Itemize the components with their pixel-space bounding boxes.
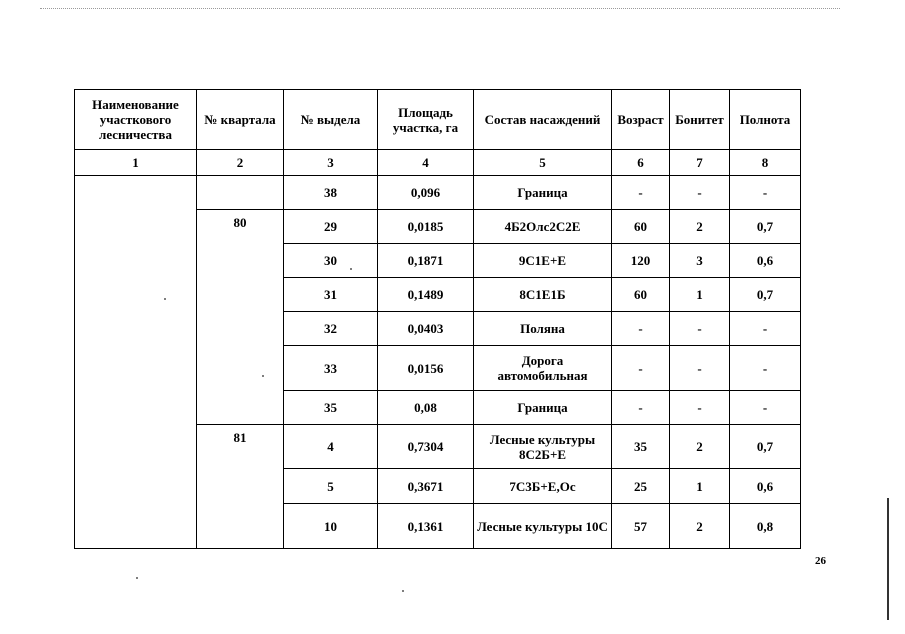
column-number: 8 [730,150,801,176]
scan-edge-line [887,498,889,620]
composition-cell: Лесные культуры 8С2Б+Е [474,425,612,469]
forestry-name-cell [75,176,197,549]
table-row [75,176,801,210]
forest-plots-table [74,89,801,549]
area-cell: 0,3671 [378,469,474,504]
composition-cell: Поляна [474,312,612,346]
bonitet-cell: 2 [670,425,730,469]
area-cell: 0,0156 [378,346,474,391]
density-cell: 0,7 [730,425,801,469]
column-number: 5 [474,150,612,176]
bonitet-cell: - [670,391,730,425]
vydel-cell: 33 [284,346,378,391]
column-number: 2 [197,150,284,176]
age-cell: - [612,346,670,391]
area-cell: 0,1871 [378,244,474,278]
scan-top-line [40,8,840,9]
age-cell: 35 [612,425,670,469]
column-number: 7 [670,150,730,176]
bonitet-cell: 2 [670,504,730,549]
header-cell-vydel: № выдела [284,90,378,150]
header-cell-forestry: Наименование участкового лесничества [75,90,197,150]
scan-speck [262,375,264,377]
vydel-cell: 32 [284,312,378,346]
composition-cell: Лесные культуры 10С [474,504,612,549]
age-cell: 60 [612,210,670,244]
age-cell: 57 [612,504,670,549]
area-cell: 0,1489 [378,278,474,312]
area-cell: 0,08 [378,391,474,425]
header-cell-bonitet: Бонитет [670,90,730,150]
composition-cell: 9С1Е+Е [474,244,612,278]
column-number: 1 [75,150,197,176]
composition-cell: 7С3Б+Е,Ос [474,469,612,504]
column-number-row [75,150,801,176]
vydel-cell: 31 [284,278,378,312]
header-cell-composition: Состав насаждений [474,90,612,150]
header-cell-area: Площадь участка, га [378,90,474,150]
age-cell: 25 [612,469,670,504]
page-number: 26 [815,555,826,567]
composition-cell: 8С1Е1Б [474,278,612,312]
bonitet-cell: 1 [670,469,730,504]
quarter-cell: 80 [197,210,284,425]
density-cell: 0,8 [730,504,801,549]
column-number: 4 [378,150,474,176]
age-cell: - [612,391,670,425]
quarter-cell [197,176,284,210]
density-cell: 0,6 [730,469,801,504]
area-cell: 0,0403 [378,312,474,346]
density-cell: - [730,391,801,425]
area-cell: 0,0185 [378,210,474,244]
scan-speck [350,268,352,270]
vydel-cell: 29 [284,210,378,244]
area-cell: 0,1361 [378,504,474,549]
composition-cell: Граница [474,391,612,425]
bonitet-cell: 2 [670,210,730,244]
vydel-cell: 5 [284,469,378,504]
composition-cell: Дорога автомобильная [474,346,612,391]
age-cell: 60 [612,278,670,312]
area-cell: 0,7304 [378,425,474,469]
header-cell-density: Полнота [730,90,801,150]
quarter-cell: 81 [197,425,284,549]
header-cell-age: Возраст [612,90,670,150]
column-number: 3 [284,150,378,176]
age-cell: - [612,176,670,210]
composition-cell: 4Б2Олс2С2Е [474,210,612,244]
density-cell: - [730,346,801,391]
density-cell: - [730,312,801,346]
density-cell: 0,7 [730,210,801,244]
area-cell: 0,096 [378,176,474,210]
bonitet-cell: 1 [670,278,730,312]
vydel-cell: 38 [284,176,378,210]
column-number: 6 [612,150,670,176]
scan-speck [164,298,166,300]
density-cell: - [730,176,801,210]
vydel-cell: 10 [284,504,378,549]
scan-speck [402,590,404,592]
vydel-cell: 30 [284,244,378,278]
composition-cell: Граница [474,176,612,210]
vydel-cell: 4 [284,425,378,469]
bonitet-cell: - [670,312,730,346]
bonitet-cell: 3 [670,244,730,278]
bonitet-cell: - [670,346,730,391]
scan-speck [136,577,138,579]
age-cell: - [612,312,670,346]
header-cell-quarter: № квартала [197,90,284,150]
bonitet-cell: - [670,176,730,210]
density-cell: 0,7 [730,278,801,312]
header-row [75,90,801,150]
vydel-cell: 35 [284,391,378,425]
age-cell: 120 [612,244,670,278]
density-cell: 0,6 [730,244,801,278]
